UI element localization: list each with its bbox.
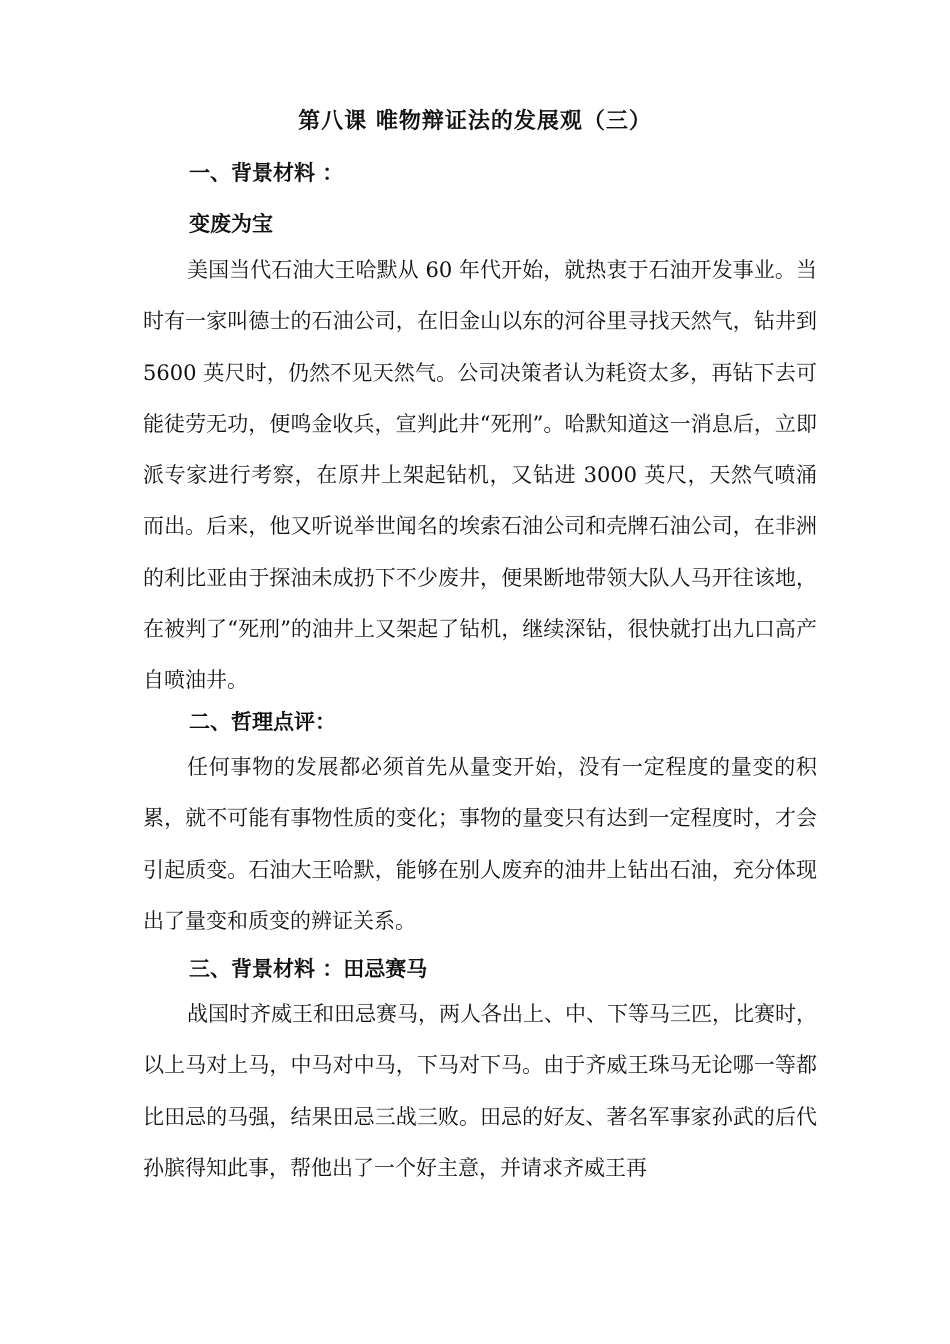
section-1-subheading: 变废为宝 [189, 211, 273, 236]
section-1-paragraph: 美国当代石油大王哈默从 60 年代开始，就热衷于石油开发事业。当时有一家叫德士的石油公司，在旧金山以东的河谷里寻找天然气，钻井到 5600 英尺时，仍然不见天然气。公司决策者认为耗资太多，再钻下去可能徒劳无功，便鸣金收兵，宣判此井“死刑”。哈默知道这一消息后，立即派专家进行考察，在原井上架起钻机，又钻进 3000 英尺，天然气喷涌而出。后来，他又听说举世闻名的埃索石油公司和壳牌石油公司，在非洲的利比亚由于探油未成扔下不少废井，便果断地带领大队人马开往该地，在被判了“死刑”的油井上又架起了钻机，继续深钻，很快就打出九口高产自喷油井。 [143, 258, 817, 693]
page-title: 第八课 唯物辩证法的发展观（三） [298, 108, 652, 134]
section-3-heading: 三、背景材料 ：田忌赛马 [189, 956, 428, 981]
section-2-paragraph: 任何事物的发展都必须首先从量变开始，没有一定程度的量变的积累，就不可能有事物性质的变化；事物的量变只有达到一定程度时，才会引起质变。石油大王哈默，能够在别人废弃的油井上钻出石油，充分体现出了量变和质变的辨证关系。 [143, 755, 817, 933]
section-2-heading: 二、哲理点评： [189, 709, 336, 734]
section-1-heading: 一、背景材料 ： [189, 160, 344, 185]
section-3-paragraph: 战国时齐威王和田忌赛马，两人各出上、中、下等马三匹，比赛时，以上马对上马，中马对中马，下马对下马。由于齐威王珠马无论哪一等都比田忌的马强，结果田忌三战三败。田忌的好友、著名军事家孙武的后代孙膑得知此事，帮他出了一个好主意，并请求齐威王再 [143, 1002, 817, 1180]
